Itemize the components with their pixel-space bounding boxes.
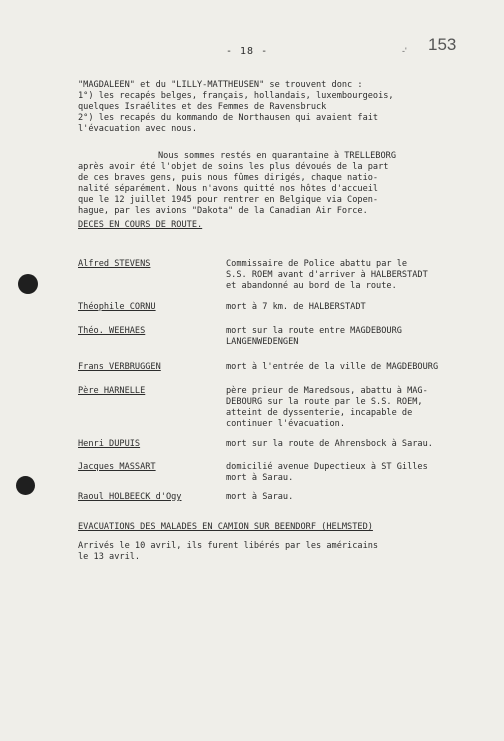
archive-number: 153: [428, 35, 457, 54]
death-description: mort sur la route entre MAGDEBOURG LANGENWEDENGEN: [226, 326, 402, 347]
death-name: Jacques MASSART: [78, 462, 156, 472]
death-name: Théo. WEEHAES: [78, 326, 146, 336]
archive-mark: -': [402, 46, 407, 56]
death-description: mort à 7 km. de HALBERSTADT: [226, 302, 366, 312]
evacuation-text: Arrivés le 10 avril, ils furent libérés par les américains le 13 avril.: [78, 541, 379, 562]
death-description: père prieur de Maredsous, abattu à MAG- DEBOURG sur la route par le S.S. ROEM, atteint de dyssenterie, incapable de continuer l'évacuation.: [226, 386, 428, 429]
intro-line-2: 1°) les recapés belges, français, hollandais, luxembourgeois,: [78, 91, 394, 101]
death-name: Henri DUPUIS: [78, 439, 141, 449]
death-description: mort sur la route de Ahrensbock à Sarau.: [226, 439, 433, 449]
page-number: - 18 -: [226, 46, 269, 57]
death-name: Alfred STEVENS: [78, 259, 151, 269]
section-title: DECES EN COURS DE ROUTE.: [78, 220, 203, 230]
death-name: Théophile CORNU: [78, 302, 156, 312]
intro-line-1: "MAGDALEEN" et du "LILLY-MATTHEUSEN" se trouvent donc :: [78, 80, 363, 90]
punch-hole-top: [18, 274, 38, 294]
death-name: Frans VERBRUGGEN: [78, 362, 161, 372]
death-description: mort à Sarau.: [226, 492, 294, 502]
death-name: Raoul HOLBEECK d'Ogy: [78, 492, 182, 502]
death-description: domicilié avenue Dupectieux à ST Gilles mort à Sarau.: [226, 462, 428, 483]
intro-line-3: quelques Israélites et des Femmes de Ravensbruck: [78, 102, 327, 112]
death-name: Père HARNELLE: [78, 386, 146, 396]
quarantine-paragraph: Nous sommes restés en quarantaine à TRELLEBORG après avoir été l'objet de soins les plus dévoués de la part de ces braves gens, puis nous fûmes dirigés, chaque natio- nalité séparément. Nous n'avons quitté nos hôtes d'accueil que le 12 juillet 1945 pour rentrer en Belgique via Copen- hague, par les avions "Dakota" de la Canadian Air Force.: [78, 151, 396, 216]
death-description: Commissaire de Police abattu par le S.S. ROEM avant d'arriver à HALBERSTADT et abandonné au bord de la route.: [226, 259, 428, 291]
death-description: mort à l'entrée de la ville de MAGDEBOURG: [226, 362, 439, 372]
intro-line-5: l'évacuation avec nous.: [78, 124, 197, 134]
intro-line-4: 2°) les recapés du kommando de Northausen qui avaient fait: [78, 113, 379, 123]
punch-hole-bottom: [16, 476, 35, 495]
evacuation-title: EVACUATIONS DES MALADES EN CAMION SUR BEENDORF (HELMSTED): [78, 522, 373, 532]
